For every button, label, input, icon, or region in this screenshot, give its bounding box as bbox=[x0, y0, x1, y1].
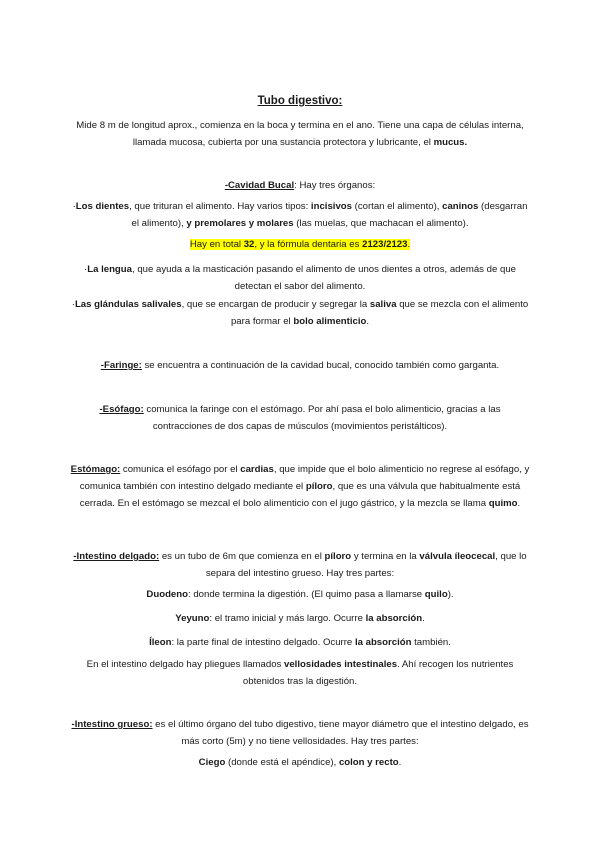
cavidad-text: : Hay tres órganos: bbox=[294, 180, 376, 191]
premolares-bold: y premolares y molares bbox=[186, 218, 294, 229]
estomago-paragraph bbox=[70, 461, 530, 512]
delgado-text-2: y termina en la bbox=[351, 551, 420, 562]
grueso-heading: -Intestino grueso: bbox=[71, 719, 153, 730]
yeyuno-paragraph bbox=[70, 610, 530, 627]
formula-paragraph bbox=[70, 236, 530, 253]
lengua-bold: La lengua bbox=[87, 264, 132, 275]
formula-highlight bbox=[190, 239, 410, 250]
duodeno-paragraph bbox=[70, 586, 530, 603]
vellosidades-text-1: En el intestino delgado hay pliegues llamados bbox=[86, 659, 285, 670]
dientes-paragraph bbox=[70, 198, 530, 232]
delgado-paragraph bbox=[70, 548, 530, 582]
glandulas-text-2: que se mezcla con el alimento para formar el bbox=[230, 299, 529, 327]
vellosidades-paragraph bbox=[70, 656, 530, 690]
formula-bold-32: 32 bbox=[243, 239, 255, 250]
delgado-text-3: , que lo separa del intestino grueso. Hay tres partes: bbox=[205, 551, 527, 579]
faringe-paragraph bbox=[70, 357, 530, 374]
esofago-heading: -Esófago: bbox=[99, 404, 144, 415]
yeyuno-text-1: : el tramo inicial y más largo. Ocurre bbox=[209, 613, 366, 624]
dientes-bold: Los dientes bbox=[75, 201, 130, 212]
caninos-bold: caninos bbox=[442, 201, 479, 212]
dientes-text-2: (cortan el alimento), bbox=[351, 201, 443, 212]
ileon-paragraph bbox=[70, 634, 530, 651]
ileon-text-2: también. bbox=[411, 637, 451, 648]
cardias-bold: cardias bbox=[240, 464, 274, 475]
grueso-partes-paragraph bbox=[70, 754, 530, 771]
yeyuno-absorcion-bold: la absorción bbox=[365, 613, 423, 624]
bullet: · bbox=[72, 201, 76, 212]
estomago-text-4: . bbox=[517, 498, 521, 509]
grueso-partes-text-1: (donde está el apéndice), bbox=[225, 757, 339, 768]
estomago-heading: Estómago: bbox=[70, 464, 121, 475]
faringe-text: se encuentra a continuación de la cavidad bucal, conocido también como garganta. bbox=[141, 360, 500, 371]
esofago-paragraph bbox=[70, 401, 530, 435]
delgado-text-1: es un tubo de 6m que comienza en el bbox=[159, 551, 325, 562]
estomago-text-1: comunica el esófago por el bbox=[120, 464, 241, 475]
vellosidades-bold: vellosidades intestinales bbox=[284, 659, 398, 670]
glandulas-text-1: , que se encargan de producir y segregar la bbox=[181, 299, 370, 310]
faringe-heading: -Faringe: bbox=[100, 360, 142, 371]
formula-text-2: , y la fórmula dentaria es bbox=[254, 239, 363, 250]
glandulas-text-3: . bbox=[366, 316, 370, 327]
estomago-text-2: , que impide que el bolo alimenticio no regrese al esófago, y comunica también con intestino delgado mediante el bbox=[79, 464, 530, 492]
vellosidades-text-2: . Ahí recogen los nutrientes obtenidos tras la digestión. bbox=[242, 659, 514, 687]
dientes-text-1: , que trituran el alimento. Hay varios tipos: bbox=[129, 201, 311, 212]
piloro-bold: píloro bbox=[305, 481, 333, 492]
intro-bold-mucus: mucus. bbox=[433, 137, 468, 148]
ileon-bold: Íleon bbox=[149, 637, 172, 648]
incisivos-bold: incisivos bbox=[310, 201, 352, 212]
ileon-text-1: : la parte final de intestino delgado. Ocurre bbox=[171, 637, 355, 648]
intro-text: Mide 8 m de longitud aprox., comienza en la boca y termina en el ano. Tiene una capa de células interna, llamada mucosa, cubierta por una sustancia protectora y lubricante, el bbox=[76, 120, 524, 148]
dientes-text-3: (desgarran el alimento), bbox=[131, 201, 528, 229]
dientes-text-4: (las muelas, que machacan el alimento). bbox=[293, 218, 469, 229]
formula-bold-formula: 2123/2123 bbox=[362, 239, 408, 250]
bullet: · bbox=[71, 299, 75, 310]
quimo-bold: quimo bbox=[488, 498, 518, 509]
duodeno-text-2: ). bbox=[447, 589, 454, 600]
cavidad-heading: -Cavidad Bucal bbox=[224, 180, 295, 191]
duodeno-bold: Duodeno bbox=[146, 589, 188, 600]
saliva-bold: saliva bbox=[369, 299, 397, 310]
ciego-bold: Ciego bbox=[198, 757, 226, 768]
delgado-heading: -Intestino delgado: bbox=[73, 551, 160, 562]
formula-text-3: . bbox=[407, 239, 411, 250]
lengua-paragraph bbox=[70, 261, 530, 295]
yeyuno-text-2: . bbox=[422, 613, 425, 624]
cavidad-heading-paragraph bbox=[70, 177, 530, 194]
lengua-text: , que ayuda a la masticación pasando el alimento de unos dientes a otros, además de que detectan el sabor del alimento. bbox=[131, 264, 516, 292]
quilo-bold: quilo bbox=[424, 589, 448, 600]
glandulas-bold: Las glándulas salivales bbox=[74, 299, 182, 310]
valvula-bold: válvula íleocecal bbox=[419, 551, 496, 562]
formula-text-1: Hay en total bbox=[189, 239, 244, 250]
grueso-text: es el último órgano del tubo digestivo, tiene mayor diámetro que el intestino delgado, es más corto (5m) y no tiene vellosidades. Hay tres partes: bbox=[152, 719, 529, 747]
yeyuno-bold: Yeyuno bbox=[175, 613, 210, 624]
ileon-absorcion-bold: la absorción bbox=[354, 637, 412, 648]
colon-recto-bold: colon y recto bbox=[338, 757, 399, 768]
grueso-paragraph bbox=[70, 716, 530, 750]
bullet: · bbox=[84, 264, 88, 275]
duodeno-text-1: : donde termina la digestión. (El quimo pasa a llamarse bbox=[188, 589, 425, 600]
grueso-partes-text-2: . bbox=[398, 757, 402, 768]
esofago-text: comunica la faringe con el estómago. Por ahí pasa el bolo alimenticio, gracias a las contracciones de dos capas de músculos (movimientos peristálticos). bbox=[143, 404, 501, 432]
intro-paragraph bbox=[70, 117, 530, 151]
delgado-piloro-bold: píloro bbox=[324, 551, 352, 562]
glandulas-paragraph bbox=[70, 296, 530, 330]
page-title: Tubo digestivo: bbox=[257, 95, 343, 107]
estomago-text-3: , que es una válvula que habitualmente está cerrada. En el estómago se mezcal el bolo alimenticio con el jugo gástrico, y la mezcla se llama bbox=[79, 481, 521, 509]
bolo-bold: bolo alimenticio bbox=[293, 316, 367, 327]
